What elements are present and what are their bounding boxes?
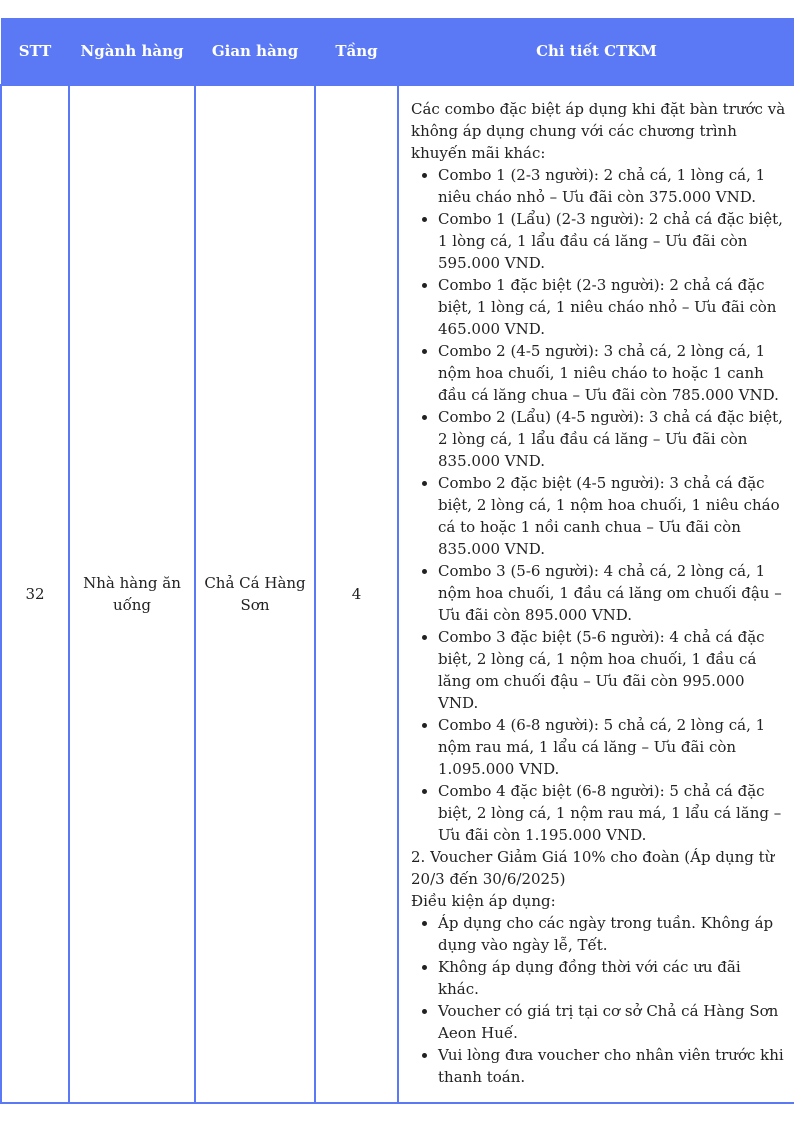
combo-list	[411, 164, 786, 846]
combo-item: • Combo 2 (4-5 người): 3 chả cá, 2 lòng cá, 1 nộm hoa chuối, 1 niêu cháo to hoặc 1 canh đầu cá lăng chua – Ưu đãi còn 785.000 VND.	[438, 340, 786, 406]
cell-stt: 32	[1, 85, 69, 1103]
header-gian-hang: Gian hàng	[195, 18, 315, 85]
combo-item: • Combo 2 (Lẩu) (4-5 người): 3 chả cá đặc biệt, 2 lòng cá, 1 lẩu đầu cá lăng – Ưu đãi còn 835.000 VND.	[438, 406, 786, 472]
combo-item: • Combo 1 (Lẩu) (2-3 người): 2 chả cá đặc biệt, 1 lòng cá, 1 lẩu đầu cá lăng – Ưu đãi còn 595.000 VND.	[438, 208, 786, 274]
conditions-title: Điều kiện áp dụng:	[411, 892, 556, 910]
promo-intro: Các combo đặc biệt áp dụng khi đặt bàn trước và không áp dụng chung với các chương trình khuyến mãi khác:	[411, 100, 786, 162]
promotion-table	[0, 18, 794, 1104]
combo-item: • Combo 4 (6-8 người): 5 chả cá, 2 lòng cá, 1 nộm rau má, 1 lẩu cá lăng – Ưu đãi còn 1.095.000 VND.	[438, 714, 786, 780]
combo-item: • Combo 3 (5-6 người): 4 chả cá, 2 lòng cá, 1 nộm hoa chuối, 1 đầu cá lăng om chuối đậu – Ưu đãi còn 895.000 VND.	[438, 560, 786, 626]
combo-item: • Combo 3 đặc biệt (5-6 người): 4 chả cá đặc biệt, 2 lòng cá, 1 nộm hoa chuối, 1 đầu cá lăng om chuối đậu – Ưu đãi còn 995.000 VND.	[438, 626, 786, 714]
combo-item: • Combo 1 đặc biệt (2-3 người): 2 chả cá đặc biệt, 1 lòng cá, 1 niêu cháo nhỏ – Ưu đãi còn 465.000 VND.	[438, 274, 786, 340]
header-chi-tiet-ctkm: Chi tiết CTKM	[398, 18, 794, 85]
table-header-row	[1, 18, 794, 85]
header-tang: Tầng	[315, 18, 398, 85]
conditions-list	[411, 912, 786, 1088]
combo-item: • Combo 2 đặc biệt (4-5 người): 3 chả cá đặc biệt, 2 lòng cá, 1 nộm hoa chuối, 1 niêu cháo cá to hoặc 1 nồi canh chua – Ưu đãi còn 835.000 VND.	[438, 472, 786, 560]
cell-gian-hang: Chả Cá Hàng Sơn	[195, 85, 315, 1103]
cell-tang: 4	[315, 85, 398, 1103]
table-row	[1, 85, 794, 1103]
condition-item: • Không áp dụng đồng thời với các ưu đãi khác.	[438, 956, 786, 1000]
condition-item: • Áp dụng cho các ngày trong tuần. Không áp dụng vào ngày lễ, Tết.	[438, 912, 786, 956]
voucher-title: 2. Voucher Giảm Giá 10% cho đoàn (Áp dụng từ 20/3 đến 30/6/2025)	[411, 848, 775, 888]
condition-item: • Vui lòng đưa voucher cho nhân viên trước khi thanh toán.	[438, 1044, 786, 1088]
combo-item: • Combo 1 (2-3 người): 2 chả cá, 1 lòng cá, 1 niêu cháo nhỏ – Ưu đãi còn 375.000 VND.	[438, 164, 786, 208]
header-nganh-hang: Ngành hàng	[69, 18, 195, 85]
combo-item: • Combo 4 đặc biệt (6-8 người): 5 chả cá đặc biệt, 2 lòng cá, 1 nộm rau má, 1 lẩu cá lăng – Ưu đãi còn 1.195.000 VND.	[438, 780, 786, 846]
cell-chi-tiet-ctkm	[398, 85, 794, 1103]
cell-nganh-hang: Nhà hàng ăn uống	[69, 85, 195, 1103]
condition-item: • Voucher có giá trị tại cơ sở Chả cá Hàng Sơn Aeon Huế.	[438, 1000, 786, 1044]
header-stt: STT	[1, 18, 69, 85]
